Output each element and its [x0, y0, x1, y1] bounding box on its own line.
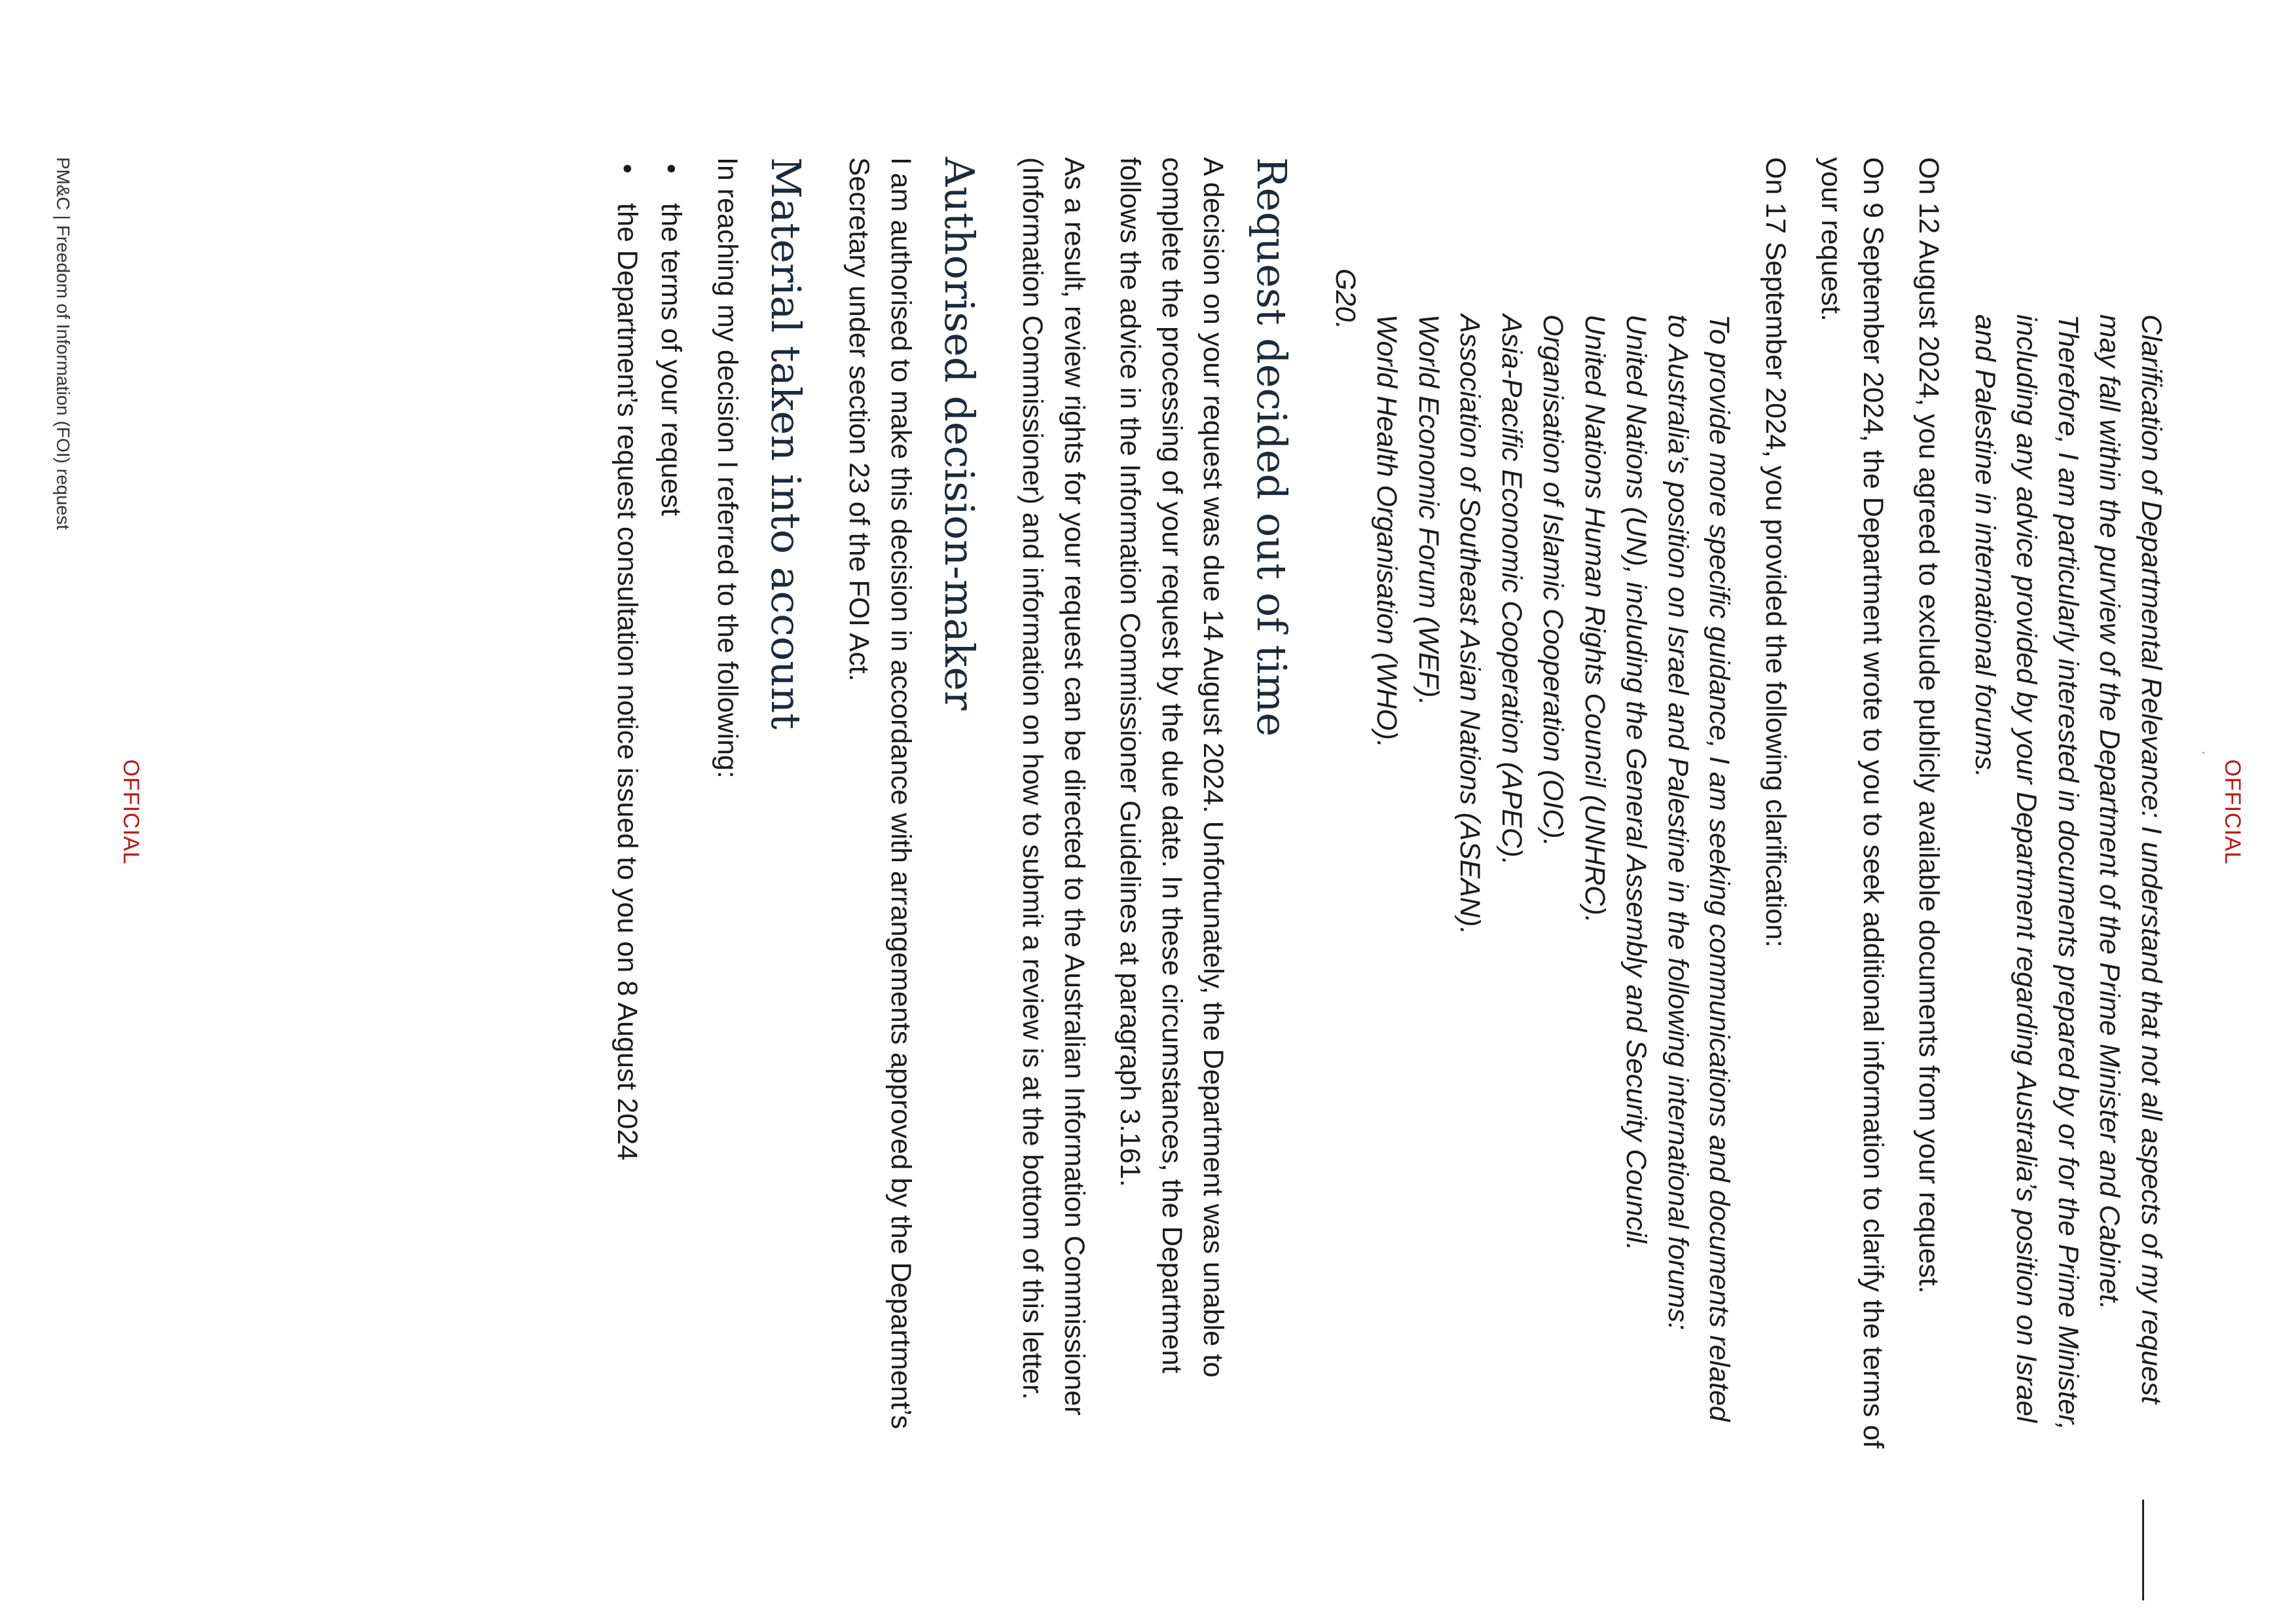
- forum-item: G20.: [1330, 268, 1361, 330]
- heading-material-taken-into-account: Material taken into account: [762, 157, 810, 730]
- forum-item: Association of Southeast Asian Nations (ASEAN).: [1454, 314, 1486, 935]
- decision-maker-paragraph: I am authorised to make this decision in accordance with arrangements approved by the Department’s Secretary under section 23 of the FOI Act.: [843, 157, 917, 1430]
- security-marking-top: OFFICIAL: [2220, 759, 2245, 865]
- heading-authorised-decision-maker: Authorised decision-maker: [936, 157, 983, 710]
- list-item: [606, 164, 648, 1467]
- letter-body: [604, 157, 2172, 1467]
- footer-text: PM&C | Freedom of Information (FOI) request: [53, 157, 73, 530]
- forum-item: United Nations Human Rights Council (UNHRC).: [1579, 314, 1611, 923]
- scan-speck: [2202, 752, 2204, 754]
- margin-rule: [2142, 1500, 2144, 1600]
- clarification-departmental-relevance: Clarification of Departmental Relevance: I understand that not all aspects of my request may fall within the purview of the Department of the Prime Minister and Cabinet. Therefore, I am particularly interested in documents prepared by or for the Prime Minister, including any advice provided by your Department regarding Australia’s position on Israel and Palestine in international forums.: [1969, 314, 2167, 1431]
- list-item: [650, 164, 692, 1467]
- clarification-quote-intro: To provide more specific guidance, I am seeking communications and documents related to Australia’s position on Israel and Palestine in the following international forums:: [1662, 314, 1736, 1422]
- heading-request-out-of-time: Request decided out of time: [1248, 157, 1296, 737]
- forum-item: Organisation of Islamic Cooperation (OIC).: [1537, 314, 1569, 847]
- paragraph-12-august: On 12 August 2024, you agreed to exclude publicly available documents from your request.: [1913, 157, 1945, 1294]
- list-item-text: the terms of your request: [655, 203, 687, 516]
- bullet-icon: •: [611, 164, 643, 174]
- material-intro: In reaching my decision I referred to the following:: [712, 157, 743, 779]
- forum-item: World Economic Forum (WEF).: [1413, 314, 1444, 706]
- material-list: [606, 157, 692, 1467]
- paragraph-17-september: On 17 September 2024, you provided the following clarification:: [1760, 157, 1791, 948]
- forum-item: United Nations (UN), including the General Assembly and Security Council.: [1620, 314, 1652, 1251]
- out-of-time-paragraph-1: A decision on your request was due 14 August 2024. Unfortunately, the Department was unable to complete the processing of your request by the due date. In these circumstances, the Department follows the advice in the Information Commissioner Guidelines at paragraph 3.161.: [1114, 157, 1230, 1378]
- forum-item: World Health Organisation (WHO).: [1371, 314, 1403, 748]
- bullet-icon: •: [655, 164, 687, 174]
- clarification-quote: [1324, 262, 1740, 1467]
- security-marking-bottom: OFFICIAL: [118, 759, 143, 865]
- list-item-text: the Department’s request consultation notice issued to you on 8 August 2024: [611, 203, 643, 1161]
- out-of-time-paragraph-2: As a result, review rights for your request can be directed to the Australian Information Commissioner (Information Commissioner) and information on how to submit a review is at the bottom of this letter.: [1017, 157, 1090, 1416]
- paragraph-9-september: On 9 September 2024, the Department wrote to you to seek additional information to clarify the terms of your request.: [1815, 157, 1889, 1449]
- forum-item: Asia-Pacific Economic Cooperation (APEC).: [1496, 314, 1527, 866]
